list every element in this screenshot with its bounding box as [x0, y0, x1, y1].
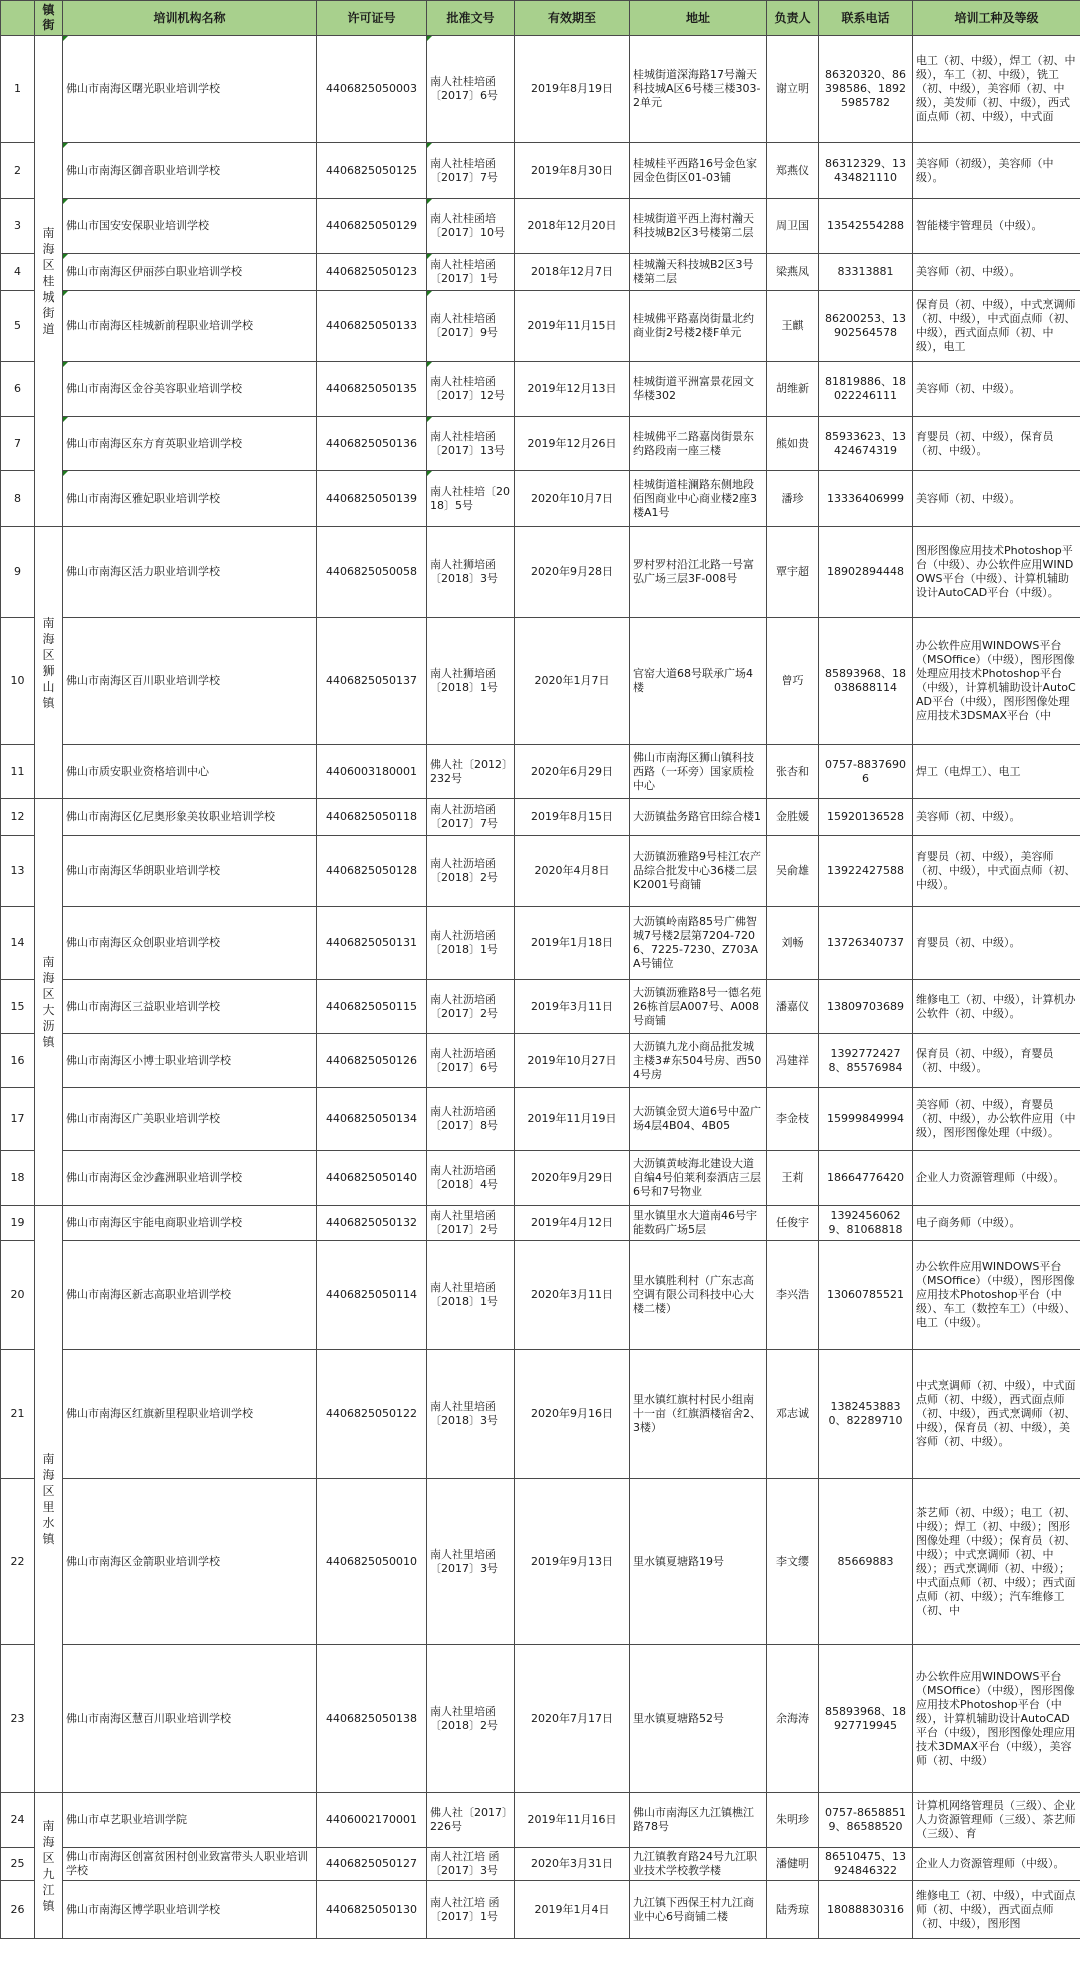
cell-approval: 南人社沥培函〔2017〕2号 [427, 980, 515, 1034]
cell-trades: 美容师（初、中级）。 [913, 799, 1080, 836]
cell-address: 桂城街道桂澜路东侧地段佰图商业中心商业楼2座3楼A1号 [630, 471, 767, 527]
cell-index: 20 [1, 1241, 35, 1350]
cell-address: 大沥镇金贸大道6号中盈广场4层4B04、4B05 [630, 1088, 767, 1151]
cell-license: 4406825050138 [317, 1645, 427, 1793]
cell-trades: 办公软件应用WINDOWS平台（MSOffice）（中级），图形图像应用技术Photoshop平台（中级），计算机辅助设计AutoCAD平台（中级），图形图像处理应用技术3DMAX平台（中级），美容师（初、中级） [913, 1645, 1080, 1793]
cell-license: 4406825050058 [317, 527, 427, 618]
cell-person: 余海涛 [767, 1645, 819, 1793]
cell-trades: 茶艺师（初、中级）；电工（初、中级）；焊工（初、中级）；图形图像处理（中级）；保育员（初、中级）；中式烹调师（初、中级）；西式烹调师（初、中级）；中式面点师（初、中级）；西式面点师（初、中级）；汽车维修工（初、中 [913, 1479, 1080, 1645]
cell-index: 17 [1, 1088, 35, 1151]
cell-address: 大沥镇盐务路官田综合楼1 [630, 799, 767, 836]
table-row [1, 362, 1080, 417]
cell-index: 23 [1, 1645, 35, 1793]
cell-phone: 13809703689 [819, 980, 913, 1034]
cell-trades: 育婴员（初、中级）。 [913, 907, 1080, 980]
table-row [1, 1881, 1080, 1939]
cell-valid: 2020年6月29日 [515, 745, 630, 799]
cell-person: 潘健明 [767, 1848, 819, 1881]
cell-phone: 13726340737 [819, 907, 913, 980]
cell-name: 佛山市南海区金箭职业培训学校 [63, 1479, 317, 1645]
cell-index: 26 [1, 1881, 35, 1939]
cell-name: 佛山市南海区慧百川职业培训学校 [63, 1645, 317, 1793]
table-row [1, 1088, 1080, 1151]
cell-person: 李兴浩 [767, 1241, 819, 1350]
cell-name: 佛山市南海区桂城新前程职业培训学校 [63, 291, 317, 362]
cell-person: 梁燕凤 [767, 254, 819, 291]
cell-name: 佛山市南海区伊丽莎白职业培训学校 [63, 254, 317, 291]
cell-address: 里水镇胜利村（广东志高空调有限公司科技中心大楼二楼） [630, 1241, 767, 1350]
cell-phone: 13922427588 [819, 836, 913, 907]
cell-index: 16 [1, 1034, 35, 1088]
cell-valid: 2020年9月16日 [515, 1350, 630, 1479]
cell-license: 4406825050115 [317, 980, 427, 1034]
table-row [1, 291, 1080, 362]
header-person: 负责人 [767, 1, 819, 36]
cell-name: 佛山市南海区众创职业培训学校 [63, 907, 317, 980]
cell-person: 吴俞雄 [767, 836, 819, 907]
cell-index: 19 [1, 1206, 35, 1241]
cell-phone: 85893968、18927719945 [819, 1645, 913, 1793]
cell-valid: 2020年9月28日 [515, 527, 630, 618]
table-row [1, 417, 1080, 471]
cell-index: 10 [1, 618, 35, 745]
cell-index: 15 [1, 980, 35, 1034]
cell-approval: 南人社沥培函〔2017〕8号 [427, 1088, 515, 1151]
cell-phone: 15999849994 [819, 1088, 913, 1151]
cell-phone: 86320320、86398586、18925985782 [819, 36, 913, 143]
cell-person: 潘珍 [767, 471, 819, 527]
cell-address: 桂城街道平洲富景花园文华楼302 [630, 362, 767, 417]
cell-trades: 维修电工（初、中级），中式面点师（初、中级），西式面点师（初、中级），图形图 [913, 1881, 1080, 1939]
cell-trades: 办公软件应用WINDOWS平台（MSOffice）（中级），图形图像处理应用技术Photoshop平台（中级），计算机辅助设计AutoCAD平台（中级），图形图像处理应用技术3DSMAX平台（中 [913, 618, 1080, 745]
cell-index: 9 [1, 527, 35, 618]
cell-trades: 美容师（初、中级）。 [913, 254, 1080, 291]
cell-address: 罗村罗村沿江北路一号富弘广场三层3F-008号 [630, 527, 767, 618]
cell-valid: 2019年8月30日 [515, 143, 630, 199]
table-row [1, 36, 1080, 143]
cell-name: 佛山市卓艺职业培训学院 [63, 1793, 317, 1848]
cell-name: 佛山市南海区新志高职业培训学校 [63, 1241, 317, 1350]
cell-name: 佛山市南海区御音职业培训学校 [63, 143, 317, 199]
cell-license: 4406825050140 [317, 1151, 427, 1206]
cell-person: 曾巧 [767, 618, 819, 745]
cell-phone: 81819886、18022246111 [819, 362, 913, 417]
cell-address: 大沥镇九龙小商品批发城主楼3#东504号房、西504号房 [630, 1034, 767, 1088]
cell-person: 周卫国 [767, 199, 819, 254]
table-row [1, 1206, 1080, 1241]
cell-address: 里水镇夏塘路52号 [630, 1645, 767, 1793]
cell-address: 佛山市南海区狮山镇科技西路（一环旁）国家质检中心 [630, 745, 767, 799]
cell-valid: 2018年12月20日 [515, 199, 630, 254]
cell-address: 官窑大道68号联承广场4楼 [630, 618, 767, 745]
cell-approval: 佛人社〔2017〕226号 [427, 1793, 515, 1848]
cell-phone: 13060785521 [819, 1241, 913, 1350]
cell-person: 郑燕仪 [767, 143, 819, 199]
cell-address: 大沥镇沥雅路8号一德名苑26栋首层A007号、A008号商铺 [630, 980, 767, 1034]
table-row [1, 1241, 1080, 1350]
cell-approval: 南人社沥培函〔2017〕6号 [427, 1034, 515, 1088]
cell-license: 4406825050118 [317, 799, 427, 836]
cell-address: 大沥镇沥雅路9号桂江农产品综合批发中心36楼二层K2001号商铺 [630, 836, 767, 907]
cell-index: 24 [1, 1793, 35, 1848]
cell-name: 佛山市南海区百川职业培训学校 [63, 618, 317, 745]
cell-person: 王莉 [767, 1151, 819, 1206]
cell-person: 陆秀琼 [767, 1881, 819, 1939]
cell-valid: 2019年11月16日 [515, 1793, 630, 1848]
cell-phone: 13824538830、82289710 [819, 1350, 913, 1479]
cell-address: 桂城佛平路嘉岗街量北约商业街2号楼2楼F单元 [630, 291, 767, 362]
cell-approval: 南人社桂培函〔2017〕6号 [427, 36, 515, 143]
table-row [1, 618, 1080, 745]
cell-name: 佛山市国安安保职业培训学校 [63, 199, 317, 254]
cell-name: 佛山市南海区金谷美容职业培训学校 [63, 362, 317, 417]
table-row [1, 907, 1080, 980]
cell-person: 王麒 [767, 291, 819, 362]
cell-index: 22 [1, 1479, 35, 1645]
cell-trades: 育婴员（初、中级），保育员（初、中级）。 [913, 417, 1080, 471]
cell-approval: 南人社桂培〔2018〕5号 [427, 471, 515, 527]
cell-valid: 2020年1月7日 [515, 618, 630, 745]
cell-name: 佛山市南海区金沙鑫洲职业培训学校 [63, 1151, 317, 1206]
cell-trades: 企业人力资源管理师（中级）。 [913, 1151, 1080, 1206]
cell-person: 覃宇超 [767, 527, 819, 618]
cell-valid: 2020年4月8日 [515, 836, 630, 907]
table-row [1, 745, 1080, 799]
header-index [1, 1, 35, 36]
cell-phone: 13924560629、81068818 [819, 1206, 913, 1241]
table-row [1, 1848, 1080, 1881]
cell-name: 佛山市南海区东方育英职业培训学校 [63, 417, 317, 471]
cell-town: 南海区大沥镇 [35, 799, 63, 1206]
cell-town: 南海区桂城街道 [35, 36, 63, 527]
cell-phone: 86312329、13434821110 [819, 143, 913, 199]
cell-trades: 中式烹调师（初、中级），中式面点师（初、中级），西式面点师（初、中级），西式烹调师（初、中级），保育员（初、中级），美容师（初、中级）。 [913, 1350, 1080, 1479]
cell-license: 4406825050128 [317, 836, 427, 907]
header-address: 地址 [630, 1, 767, 36]
cell-person: 潘嘉仪 [767, 980, 819, 1034]
cell-trades: 美容师（初、中级）。 [913, 362, 1080, 417]
cell-trades: 保育员（初、中级），中式烹调师（初、中级），中式面点师（初、中级），西式面点师（初、中级），电工 [913, 291, 1080, 362]
cell-address: 里水镇夏塘路19号 [630, 1479, 767, 1645]
cell-person: 冯建祥 [767, 1034, 819, 1088]
cell-person: 邓志诚 [767, 1350, 819, 1479]
cell-license: 4406825050126 [317, 1034, 427, 1088]
cell-phone: 86510475、13924846322 [819, 1848, 913, 1881]
cell-phone: 83313881 [819, 254, 913, 291]
cell-license: 4406825050139 [317, 471, 427, 527]
table-row [1, 199, 1080, 254]
table-row [1, 799, 1080, 836]
table-row [1, 980, 1080, 1034]
cell-index: 13 [1, 836, 35, 907]
cell-trades: 智能楼宇管理员（中级）。 [913, 199, 1080, 254]
cell-address: 桂城瀚天科技城B2区3号楼第二层 [630, 254, 767, 291]
cell-index: 21 [1, 1350, 35, 1479]
cell-approval: 南人社沥培函〔2017〕7号 [427, 799, 515, 836]
cell-trades: 计算机网络管理员（三级）、企业人力资源管理师（三级）、茶艺师（三级）、育 [913, 1793, 1080, 1848]
cell-phone: 0757-88376906 [819, 745, 913, 799]
cell-valid: 2019年8月15日 [515, 799, 630, 836]
cell-approval: 南人社狮培函〔2018〕1号 [427, 618, 515, 745]
table-row [1, 143, 1080, 199]
cell-valid: 2020年3月11日 [515, 1241, 630, 1350]
cell-person: 李金枝 [767, 1088, 819, 1151]
cell-index: 5 [1, 291, 35, 362]
cell-name: 佛山市南海区创富贫困村创业致富带头人职业培训学校 [63, 1848, 317, 1881]
cell-index: 1 [1, 36, 35, 143]
header-license: 许可证号 [317, 1, 427, 36]
table-row [1, 1151, 1080, 1206]
cell-trades: 维修电工（初、中级），计算机办公软件（初、中级）。 [913, 980, 1080, 1034]
cell-name: 佛山市南海区宇能电商职业培训学校 [63, 1206, 317, 1241]
header-phone: 联系电话 [819, 1, 913, 36]
cell-address: 大沥镇黄岐海北建设大道自编4号伯莱利泰酒店三层6号和7号物业 [630, 1151, 767, 1206]
cell-approval: 佛人社〔2012〕232号 [427, 745, 515, 799]
cell-trades: 办公软件应用WINDOWS平台（MSOffice）（中级），图形图像应用技术Photoshop平台（中级）、车工（数控车工）（中级）、电工（中级）。 [913, 1241, 1080, 1350]
cell-approval: 南人社狮培函〔2018〕3号 [427, 527, 515, 618]
cell-approval: 南人社桂培函〔2017〕12号 [427, 362, 515, 417]
cell-name: 佛山市南海区红旗新里程职业培训学校 [63, 1350, 317, 1479]
cell-name: 佛山市南海区博学职业培训学校 [63, 1881, 317, 1939]
cell-license: 4406825050122 [317, 1350, 427, 1479]
cell-index: 8 [1, 471, 35, 527]
table-row [1, 1350, 1080, 1479]
cell-license: 4406825050127 [317, 1848, 427, 1881]
cell-person: 胡维新 [767, 362, 819, 417]
cell-approval: 南人社里培函〔2018〕2号 [427, 1645, 515, 1793]
cell-name: 佛山市南海区亿尼奥形象美妆职业培训学校 [63, 799, 317, 836]
cell-person: 金胜媛 [767, 799, 819, 836]
cell-name: 佛山市南海区广美职业培训学校 [63, 1088, 317, 1151]
table-row [1, 1034, 1080, 1088]
cell-trades: 美容师（初、中级），育婴员（初、中级），办公软件应用（中级），图形图像处理（中级）。 [913, 1088, 1080, 1151]
cell-approval: 南人社沥培函〔2018〕1号 [427, 907, 515, 980]
cell-approval: 南人社里培函〔2018〕3号 [427, 1350, 515, 1479]
cell-valid: 2019年4月12日 [515, 1206, 630, 1241]
cell-license: 4406825050130 [317, 1881, 427, 1939]
cell-license: 4406825050123 [317, 254, 427, 291]
table-row [1, 471, 1080, 527]
cell-index: 12 [1, 799, 35, 836]
cell-phone: 18664776420 [819, 1151, 913, 1206]
cell-approval: 南人社桂培函〔2017〕1号 [427, 254, 515, 291]
cell-index: 3 [1, 199, 35, 254]
cell-valid: 2019年1月4日 [515, 1881, 630, 1939]
cell-index: 2 [1, 143, 35, 199]
cell-name: 佛山市质安职业资格培训中心 [63, 745, 317, 799]
cell-address: 里水镇里水大道南46号宇能数码广场5层 [630, 1206, 767, 1241]
header-town: 镇街 [35, 1, 63, 36]
header-row [1, 1, 1080, 36]
cell-approval: 南人社里培函〔2017〕3号 [427, 1479, 515, 1645]
cell-valid: 2019年10月27日 [515, 1034, 630, 1088]
cell-phone: 85893968、18038688114 [819, 618, 913, 745]
cell-trades: 保育员（初、中级），育婴员（初、中级）。 [913, 1034, 1080, 1088]
table-row [1, 1645, 1080, 1793]
cell-name: 佛山市南海区小博士职业培训学校 [63, 1034, 317, 1088]
cell-phone: 15920136528 [819, 799, 913, 836]
cell-license: 4406825050136 [317, 417, 427, 471]
cell-approval: 南人社桂培函〔2017〕13号 [427, 417, 515, 471]
cell-person: 刘畅 [767, 907, 819, 980]
cell-address: 桂城桂平西路16号金色家园金色街区01-03铺 [630, 143, 767, 199]
cell-index: 25 [1, 1848, 35, 1881]
cell-trades: 美容师（初、中级）。 [913, 471, 1080, 527]
cell-license: 4406825050134 [317, 1088, 427, 1151]
cell-valid: 2019年11月19日 [515, 1088, 630, 1151]
cell-phone: 13927724278、85576984 [819, 1034, 913, 1088]
header-valid: 有效期至 [515, 1, 630, 36]
cell-approval: 南人社江培 函〔2017〕3号 [427, 1848, 515, 1881]
cell-town: 南海区里水镇 [35, 1206, 63, 1793]
cell-approval: 南人社里培函〔2017〕2号 [427, 1206, 515, 1241]
cell-license: 4406825050010 [317, 1479, 427, 1645]
cell-phone: 13336406999 [819, 471, 913, 527]
cell-index: 4 [1, 254, 35, 291]
cell-address: 九江镇教育路24号九江职业技术学校教学楼 [630, 1848, 767, 1881]
cell-valid: 2020年3月31日 [515, 1848, 630, 1881]
cell-person: 张杏和 [767, 745, 819, 799]
cell-person: 任俊宇 [767, 1206, 819, 1241]
cell-trades: 电工（初、中级），焊工（初、中级），车工（初、中级），铣工（初、中级），美容师（初、中级），美发师（初、中级），西式面点师（初、中级），中式面 [913, 36, 1080, 143]
cell-phone: 18088830316 [819, 1881, 913, 1939]
cell-valid: 2018年12月7日 [515, 254, 630, 291]
cell-phone: 0757-86588519、86588520 [819, 1793, 913, 1848]
table-row [1, 836, 1080, 907]
cell-address: 九江镇下西保王村九江商业中心6号商铺二楼 [630, 1881, 767, 1939]
cell-name: 佛山市南海区三益职业培训学校 [63, 980, 317, 1034]
cell-valid: 2019年12月13日 [515, 362, 630, 417]
cell-name: 佛山市南海区雅妃职业培训学校 [63, 471, 317, 527]
cell-license: 4406003180001 [317, 745, 427, 799]
cell-trades: 焊工（电焊工）、电工 [913, 745, 1080, 799]
cell-town: 南海区九江镇 [35, 1793, 63, 1939]
cell-valid: 2020年9月29日 [515, 1151, 630, 1206]
cell-name: 佛山市南海区活力职业培训学校 [63, 527, 317, 618]
table-row [1, 254, 1080, 291]
cell-index: 6 [1, 362, 35, 417]
cell-license: 4406825050125 [317, 143, 427, 199]
cell-valid: 2019年11月15日 [515, 291, 630, 362]
cell-index: 11 [1, 745, 35, 799]
cell-trades: 电子商务师（中级）。 [913, 1206, 1080, 1241]
cell-valid: 2019年3月11日 [515, 980, 630, 1034]
header-name: 培训机构名称 [63, 1, 317, 36]
cell-approval: 南人社里培函〔2018〕1号 [427, 1241, 515, 1350]
cell-approval: 南人社江培 函〔2017〕1号 [427, 1881, 515, 1939]
cell-trades: 美容师（初级），美容师（中级）。 [913, 143, 1080, 199]
table-row [1, 1479, 1080, 1645]
cell-approval: 南人社桂培函〔2017〕9号 [427, 291, 515, 362]
cell-license: 4406825050135 [317, 362, 427, 417]
cell-valid: 2020年7月17日 [515, 1645, 630, 1793]
cell-phone: 18902894448 [819, 527, 913, 618]
cell-valid: 2020年10月7日 [515, 471, 630, 527]
cell-license: 4406825050137 [317, 618, 427, 745]
table-row [1, 527, 1080, 618]
cell-person: 朱明珍 [767, 1793, 819, 1848]
cell-license: 4406825050131 [317, 907, 427, 980]
cell-address: 大沥镇岭南路85号广佛智城7号楼2层第7204-7206、7225-7230、Z703AA号铺位 [630, 907, 767, 980]
cell-license: 4406002170001 [317, 1793, 427, 1848]
cell-index: 7 [1, 417, 35, 471]
cell-address: 佛山市南海区九江镇樵江路78号 [630, 1793, 767, 1848]
cell-valid: 2019年9月13日 [515, 1479, 630, 1645]
cell-approval: 南人社沥培函〔2018〕2号 [427, 836, 515, 907]
cell-phone: 13542554288 [819, 199, 913, 254]
cell-license: 4406825050129 [317, 199, 427, 254]
table-row [1, 1793, 1080, 1848]
cell-trades: 企业人力资源管理师（中级）。 [913, 1848, 1080, 1881]
cell-phone: 85669883 [819, 1479, 913, 1645]
cell-index: 14 [1, 907, 35, 980]
cell-phone: 86200253、13902564578 [819, 291, 913, 362]
cell-license: 4406825050003 [317, 36, 427, 143]
cell-address: 桂城街道平西上海村瀚天科技城B2区3号楼第二层 [630, 199, 767, 254]
cell-license: 4406825050133 [317, 291, 427, 362]
cell-address: 里水镇红旗村村民小组南十一亩（红旗酒楼宿舍2、3楼） [630, 1350, 767, 1479]
cell-person: 谢立明 [767, 36, 819, 143]
cell-person: 熊如贵 [767, 417, 819, 471]
cell-name: 佛山市南海区华朗职业培训学校 [63, 836, 317, 907]
cell-approval: 南人社桂函培〔2017〕10号 [427, 199, 515, 254]
cell-phone: 85933623、13424674319 [819, 417, 913, 471]
cell-index: 18 [1, 1151, 35, 1206]
cell-address: 桂城佛平二路嘉岗街景东约路段南一座三楼 [630, 417, 767, 471]
cell-approval: 南人社沥培函〔2018〕4号 [427, 1151, 515, 1206]
cell-town: 南海区狮山镇 [35, 527, 63, 799]
cell-trades: 图形图像应用技术Photoshop平台（中级）、办公软件应用WINDOWS平台（中级）、计算机辅助设计AutoCAD平台（中级）。 [913, 527, 1080, 618]
cell-license: 4406825050114 [317, 1241, 427, 1350]
cell-person: 李文缨 [767, 1479, 819, 1645]
cell-trades: 育婴员（初、中级），美容师（初、中级），中式面点师（初、中级）。 [913, 836, 1080, 907]
cell-valid: 2019年12月26日 [515, 417, 630, 471]
cell-valid: 2019年1月18日 [515, 907, 630, 980]
cell-license: 4406825050132 [317, 1206, 427, 1241]
cell-approval: 南人社桂培函〔2017〕7号 [427, 143, 515, 199]
cell-valid: 2019年8月19日 [515, 36, 630, 143]
cell-name: 佛山市南海区曙光职业培训学校 [63, 36, 317, 143]
header-approval: 批准文号 [427, 1, 515, 36]
cell-address: 桂城街道深海路17号瀚天科技城A区6号楼三楼303-2单元 [630, 36, 767, 143]
header-trades: 培训工种及等级 [913, 1, 1080, 36]
